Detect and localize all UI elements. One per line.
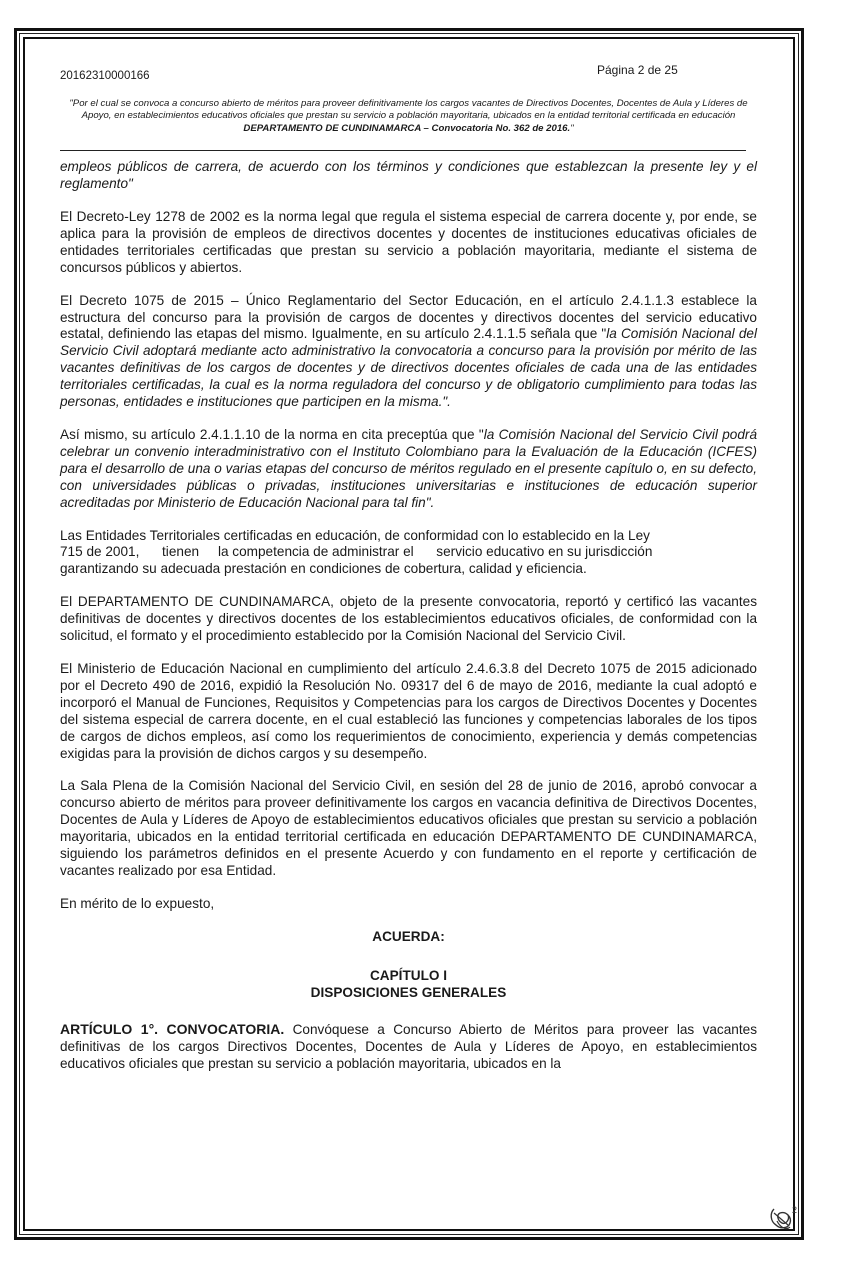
- heading-acuerda: ACUERDA:: [372, 928, 445, 944]
- page-number: Página 2 de 25: [597, 63, 678, 77]
- quoted-text: la Comisión Nacional del Servicio Civil adoptará mediante acto administrativo la convocatoria a concurso para la provisión por mérito de las vacantes definitivas de los cargos de docentes y de directivos docentes oficiales de cada una de las entidades territoriales certificadas, la cual es la norma reguladora del concurso y de obligatorio cumplimiento para todas las personas, entidades e instituciones que participen en la misma.".: [60, 326, 757, 410]
- subject-text: "Por el cual se convoca a concurso abierto de méritos para proveer definitivamente los cargos vacantes de Directivos Docentes, Docentes de Aula y Líderes de Apoyo, en establecimientos educativos oficiales que prestan su servicio a población mayoritaria, ubicados en la entidad territorial certificada en educación: [69, 98, 748, 122]
- paragraph-line: garantizando su adecuada prestación en condiciones de cobertura, calidad y eficiencia.: [60, 561, 587, 577]
- paragraph-merito: En mérito de lo expuesto,: [60, 895, 215, 911]
- subject-entity: DEPARTAMENTO DE CUNDINAMARCA – Convocatoria No. 362 de 2016.: [243, 122, 571, 134]
- paragraph-articulo-2-4-1-1-10: [60, 427, 757, 512]
- paragraph-text: Así mismo, su artículo 2.4.1.1.10 de la norma en cita preceptúa que ": [60, 427, 484, 442]
- paragraph-continuation: empleos públicos de carrera, de acuerdo con los términos y condiciones que establezcan la presente ley y el reglamento": [60, 159, 757, 192]
- heading-chapter-title: DISPOSICIONES GENERALES: [310, 984, 507, 1000]
- document-page: [60, 60, 757, 1089]
- handwritten-initials-icon: [768, 1203, 802, 1235]
- header-separator: [60, 150, 746, 151]
- document-body: [60, 159, 757, 1073]
- paragraph-text: El Decreto 1075 de 2015 – Único Reglamentario del Sector Educación, en el artículo 2.4.1.1.3 establece la estructura del concurso para la provisión de cargos de docentes y directivos docentes del servicio educativo estatal, definiendo las etapas del mismo. Igualmente, en su artículo 2.4.1.1.5 señala que ": [60, 292, 757, 342]
- heading-chapter: CAPÍTULO I: [369, 967, 448, 983]
- svg-text:2: 2: [792, 1205, 798, 1215]
- paragraph-line: Las Entidades Territoriales certificadas en educación, de conformidad con lo establecido en la Ley: [60, 527, 650, 543]
- document-subject-quote: [60, 98, 757, 135]
- paragraph-decreto-1075: [60, 293, 757, 411]
- quoted-text: la Comisión Nacional del Servicio Civil podrá celebrar un convenio interadministrativo con el Instituto Colombiano para la Evaluación de la Educación (ICFES) para el desarrollo de una o varias etapas del concurso de méritos regulado en el presente capítulo o, en su defecto, con universidades públicas o privadas, instituciones universitarias e instituciones de educación superior acreditadas por Ministerio de Educación Nacional para tal fin".: [60, 427, 758, 510]
- article-title: ARTÍCULO 1°. CONVOCATORIA.: [60, 1021, 285, 1038]
- article-text: Convóquese a Concurso Abierto de Méritos para proveer las vacantes definitivas de los cargos Directivos Docentes, Docentes de Aula y Líderes de Apoyo, en establecimientos educativos oficiales que prestan su servicio a población mayoritaria, ubicados en la: [60, 1022, 757, 1072]
- subject-quote-end: ": [570, 122, 574, 134]
- radicado-number: 20162310000166: [60, 70, 150, 82]
- paragraph-line: 715 de 2001, tienen la competencia de administrar el servicio educativo en su jurisdicción: [60, 544, 653, 560]
- article-1: [60, 1021, 757, 1073]
- paragraph-departamento: El DEPARTAMENTO DE CUNDINAMARCA, objeto de la presente convocatoria, reportó y certificó las vacantes definitivas de docentes y directivos docentes de los establecimientos educativos oficiales, de conformidad con la solicitud, el formato y el procedimiento establecido por la Comisión Nacional del Servicio Civil.: [60, 594, 757, 644]
- paragraph-ministerio: El Ministerio de Educación Nacional en cumplimiento del artículo 2.4.6.3.8 del Decreto 1075 de 2015 adicionado por el Decreto 490 de 2016, expidió la Resolución No. 09317 del 6 de mayo de 2016, mediante la cual adoptó e incorporó el Manual de Funciones, Requisitos y Competencias para los cargos de Directivos Docentes y Docentes del sistema especial de carrera docente, en el cual estableció las funciones y competencias laborales de los tipos de cargos de dichos empleos, así como los requerimientos de conocimiento, experiencia y demás competencias exigidas para la provisión de dichos cargos y su desempeño.: [60, 660, 757, 761]
- paragraph-decreto-ley-1278: El Decreto-Ley 1278 de 2002 es la norma legal que regula el sistema especial de carrera docente y, por ende, se aplica para la provisión de empleos de directivos docentes y docentes de instituciones educativas oficiales de entidades territoriales certificadas que prestan su servicio a población mayoritaria, mediante el sistema de concursos públicos y abiertos.: [60, 209, 757, 275]
- paragraph-sala-plena: La Sala Plena de la Comisión Nacional del Servicio Civil, en sesión del 28 de junio de 2016, aprobó convocar a concurso abierto de méritos para proveer definitivamente los cargos en vacancia definitiva de Directivos Docentes, Docentes de Aula y Líderes de Apoyo de establecimientos educativos oficiales que prestan su servicio a población mayoritaria, ubicados en la entidad territorial certificada en educación DEPARTAMENTO DE CUNDINAMARCA, siguiendo los parámetros definidos en el presente Acuerdo y con fundamento en el reporte y certificación de vacantes realizado por esa Entidad.: [60, 778, 757, 878]
- page-header: [60, 60, 757, 86]
- paragraph-entidades-territoriales: [60, 528, 757, 579]
